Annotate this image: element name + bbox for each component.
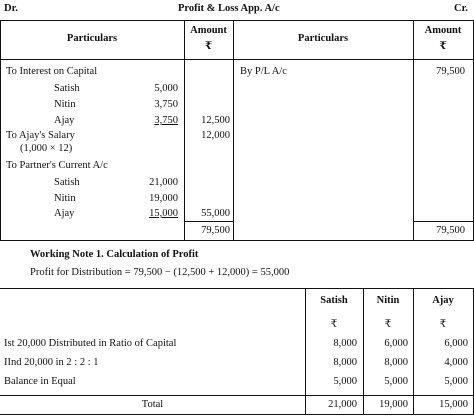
rupee-ajay: ₹ xyxy=(439,319,447,330)
header-nitin: Nitin xyxy=(376,295,400,306)
dist-cell: 5,000 xyxy=(384,376,408,387)
interest-total: 12,500 xyxy=(201,115,230,126)
dist-row-label: Balance in Equal xyxy=(4,376,76,387)
dist-cell: 4,000 xyxy=(444,357,468,368)
profit-formula: Profit for Distribution = 79,500 − (12,500 + 12,000) = 55,000 xyxy=(30,267,290,278)
dist-cell: 8,000 xyxy=(333,338,357,349)
current-amount-nitin: 19,000 xyxy=(149,193,178,204)
left-amount-header: Amount xyxy=(190,25,227,36)
rupee-satish: ₹ xyxy=(330,319,338,330)
salary-label: To Ajay's Salary xyxy=(6,130,75,141)
left-grand-total: 79,500 xyxy=(201,225,230,236)
dist-cell: 8,000 xyxy=(384,357,408,368)
current-total: 55,000 xyxy=(201,208,230,219)
dist-row-label: Ist 20,000 Distributed in Ratio of Capital xyxy=(4,338,177,349)
salary-sub: (1,000 × 12) xyxy=(20,143,73,154)
rupee-nitin: ₹ xyxy=(384,319,392,330)
dist-cell: 6,000 xyxy=(444,338,468,349)
current-name-nitin: Nitin xyxy=(54,193,76,204)
dist-row-label: IInd 20,000 in 2 : 2 : 1 xyxy=(4,357,99,368)
cr-label: Cr. xyxy=(454,3,468,14)
dist-cell: 5,000 xyxy=(333,376,357,387)
total-label: Total xyxy=(141,399,164,410)
dist-cell: 5,000 xyxy=(444,376,468,387)
current-name-satish: Satish xyxy=(54,177,80,188)
dist-cell: 6,000 xyxy=(384,338,408,349)
interest-amount-nitin: 3,750 xyxy=(154,99,178,110)
interest-label: To Interest on Capital xyxy=(6,66,98,77)
dr-label: Dr. xyxy=(4,3,18,14)
header-satish: Satish xyxy=(320,295,348,306)
left-rupee-symbol: ₹ xyxy=(204,41,213,52)
interest-name-nitin: Nitin xyxy=(54,99,76,110)
interest-name-ajay: Ajay xyxy=(54,115,75,126)
current-amount-ajay: 15,000 xyxy=(149,208,178,219)
salary-amount: 12,000 xyxy=(201,130,230,141)
right-rupee-symbol: ₹ xyxy=(439,41,447,52)
pl-label: By P/L A/c xyxy=(240,66,287,77)
pl-amount: 79,500 xyxy=(436,66,465,77)
interest-amount-satish: 5,000 xyxy=(154,83,178,94)
total-ajay: 15,000 xyxy=(439,399,468,410)
dist-cell: 8,000 xyxy=(333,357,357,368)
total-satish: 21,000 xyxy=(328,399,357,410)
current-amount-satish: 21,000 xyxy=(149,177,178,188)
right-amount-header: Amount xyxy=(424,25,462,36)
right-particulars-header: Particulars xyxy=(297,33,349,44)
current-label: To Partner's Current A/c xyxy=(6,160,108,171)
interest-name-satish: Satish xyxy=(54,83,80,94)
left-particulars-header: Particulars xyxy=(66,33,118,44)
current-name-ajay: Ajay xyxy=(54,208,75,219)
account-title: Profit & Loss App. A/c xyxy=(178,3,280,14)
working-note-title: Working Note 1. Calculation of Profit xyxy=(30,249,199,260)
right-grand-total: 79,500 xyxy=(436,225,465,236)
total-nitin: 19,000 xyxy=(379,399,408,410)
interest-amount-ajay: 3,750 xyxy=(154,115,178,126)
header-ajay: Ajay xyxy=(432,295,454,306)
